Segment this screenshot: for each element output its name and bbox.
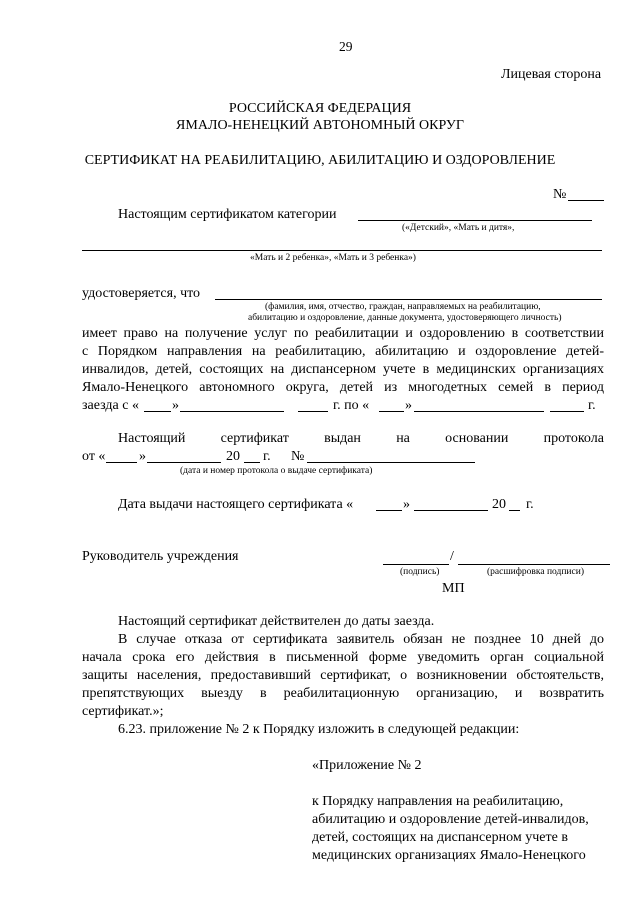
period-end: г. [588,398,596,413]
period-month-blank [180,411,284,412]
period-day-blank-2 [379,411,404,412]
refusal-line-1: В случае отказа от сертификата заявитель обязан не позднее 10 дней до [118,632,604,647]
issue-year-blank [509,510,520,511]
number-blank [568,200,604,201]
basis-word: сертификат [220,431,289,446]
appendix-line-2: абилитацию и оздоровление детей-инвалидов, [312,812,589,827]
issue-date-suffix: г. [526,497,534,512]
refusal-word: препятствующих [82,686,185,701]
certifies-blank [215,299,602,300]
header-line-2: ЯМАЛО-НЕНЕЦКИЙ АВТОНОМНЫЙ ОКРУГ [176,118,464,133]
period-quote-2: » [405,398,412,413]
issue-day-blank [376,510,402,511]
category-hint-1: («Детский», «Мать и дитя», [402,223,515,233]
refusal-word: возвратить [539,686,604,701]
signature-hint: (подпись) [400,567,440,577]
issue-year: 20 [492,497,506,512]
header-line-1: РОССИЙСКАЯ ФЕДЕРАЦИЯ [228,101,412,116]
stamp-mark: МП [442,581,465,596]
basis-year-blank [244,462,260,463]
right-text-line-4: Ямало-Ненецкого автономного округа, детей из многодетных семей в период [82,380,604,395]
certifies-hint-1: (фамилия, имя, отчество, граждан, направляемых на реабилитацию, [265,302,541,312]
basis-from-quote: » [139,449,146,464]
period-day-blank [144,411,171,412]
basis-from-prefix: от « [82,449,106,464]
refusal-word: реабилитационную [283,686,400,701]
basis-word: протокола [543,431,604,446]
basis-day-blank [106,462,137,463]
refusal-line-2: начала срока его действия в письменной форме уведомить орган социальной [82,650,604,665]
period-year-blank-2 [550,411,584,412]
appendix-line-3: детей, состоящих на диспансерном учете в [312,830,568,845]
period-month-blank-2 [414,411,544,412]
document-title: СЕРТИФИКАТ НА РЕАБИЛИТАЦИЮ, АБИЛИТАЦИЮ И ОЗДОРОВЛЕНИЕ [84,153,556,168]
period-year-blank [298,411,328,412]
signature-decode-hint: (расшифровка подписи) [487,567,584,577]
issue-month-blank [414,510,488,511]
certifies-hint-2: абилитацию и оздоровление, данные документа, удостоверяющего личность) [248,313,562,323]
category-blank [358,220,592,221]
refusal-word: организацию, [416,686,498,701]
basis-word: на [396,431,410,446]
right-text-line-1: имеет право на получение услуг по реабилитации и оздоровлению в соответствии [82,326,604,341]
issue-date-quote: » [403,497,410,512]
basis-month-blank [147,462,221,463]
period-quote-1: » [172,398,179,413]
category-blank-2 [82,250,602,251]
refusal-word: в [259,686,267,701]
basis-hint: (дата и номер протокола о выдаче сертификата) [180,466,373,476]
side-label: Лицевая сторона [501,67,602,82]
category-label: Настоящим сертификатом категории [118,207,337,222]
period-prefix: заезда с « [82,398,139,413]
signature-blank [383,564,449,565]
category-hint-2: «Мать и 2 ребенка», «Мать и 3 ребенка») [250,253,416,263]
signature-decode-blank [458,564,610,565]
refusal-line-5: сертификат.»; [82,704,164,719]
basis-number-label: № [291,449,305,464]
amendment-text: 6.23. приложение № 2 к Порядку изложить в следующей редакции: [118,722,520,737]
page-number: 29 [339,39,353,54]
refusal-line-4 [82,685,604,703]
basis-word: Настоящий [118,431,186,446]
refusal-word: выезду [201,686,243,701]
basis-year: 20 [226,449,240,464]
basis-line [118,430,604,448]
refusal-word: и [514,686,523,701]
appendix-title: «Приложение № 2 [312,758,422,773]
basis-word: основании [445,431,509,446]
issue-date-label: Дата выдачи настоящего сертификата « [118,497,354,512]
signature-label: Руководитель учреждения [82,549,239,564]
refusal-line-3: защиты населения, предоставивший сертификат, о возникновении обстоятельств, [82,668,604,683]
appendix-line-4: медицинских организациях Ямало-Ненецкого [312,848,586,863]
basis-number-blank [307,462,475,463]
validity-text: Настоящий сертификат действителен до даты заезда. [118,614,435,629]
number-label: № [553,187,567,202]
right-text-line-2: с Порядком направления на реабилитацию, абилитацию и оздоровление детей- [82,344,604,359]
appendix-line-1: к Порядку направления на реабилитацию, [312,794,564,809]
signature-slash: / [450,549,454,564]
basis-word: выдан [324,431,361,446]
period-mid: г. по « [333,398,370,413]
basis-year-suffix: г. [263,449,271,464]
certifies-label: удостоверяется, что [82,286,201,301]
right-text-line-3: инвалидов, детей, состоящих на диспансерном учете в медицинских организациях [82,362,604,377]
